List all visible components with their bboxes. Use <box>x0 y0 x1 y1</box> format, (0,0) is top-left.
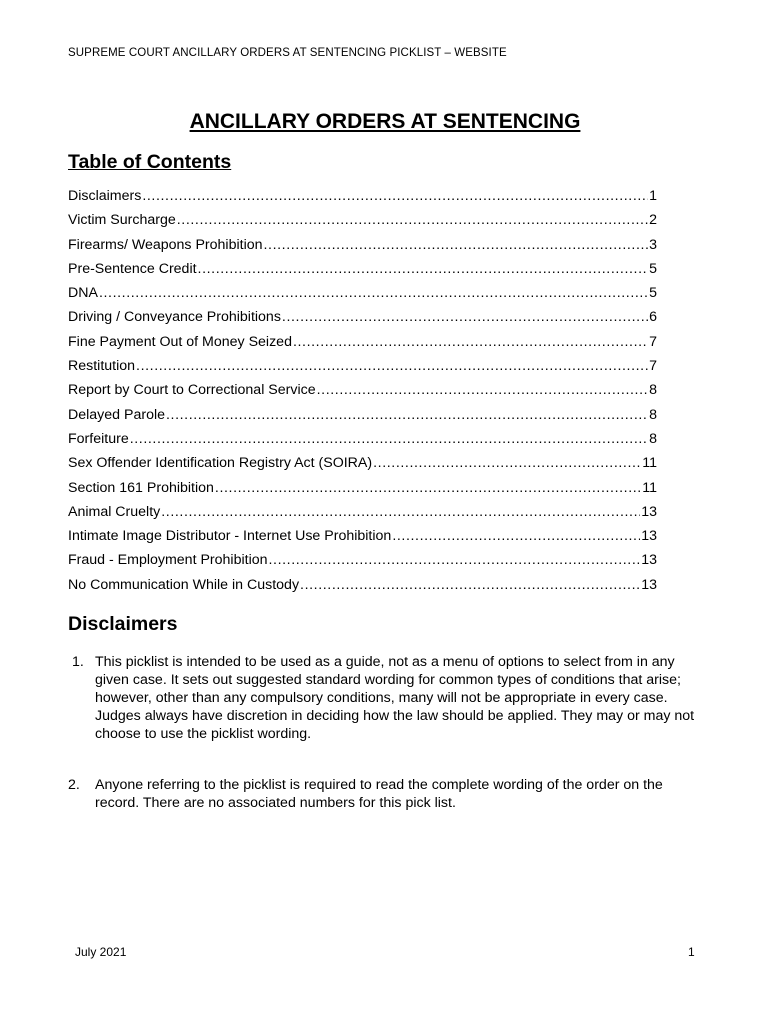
toc-entry-fraud-employment-prohibition[interactable] <box>68 552 657 576</box>
toc-entry-page: 6 <box>649 309 657 326</box>
toc-entry-title: Report by Court to Correctional Service <box>68 382 316 399</box>
toc-entry-title: Disclaimers <box>68 188 142 204</box>
toc-entry-title: DNA <box>68 285 98 302</box>
disclaimer-item-2 <box>68 776 708 812</box>
footer-date: July 2021 <box>75 945 127 959</box>
toc-dot-leader <box>130 431 648 447</box>
toc-entry-section-161-prohibition[interactable] <box>68 480 657 504</box>
toc-entry-page: 7 <box>649 358 657 375</box>
toc-entry-page: 13 <box>641 528 657 545</box>
toc-entry-title: Restitution <box>68 358 136 375</box>
toc-entry-page: 8 <box>649 382 657 399</box>
toc-entry-page: 11 <box>642 479 657 496</box>
toc-entry-dna[interactable] <box>68 285 657 309</box>
toc-entry-no-communication-custody[interactable] <box>68 577 657 601</box>
toc-entry-page: 1 <box>649 188 657 204</box>
toc-entry-title: Firearms/ Weapons Prohibition <box>68 236 263 253</box>
toc-dot-leader <box>166 407 648 423</box>
page-header: SUPREME COURT ANCILLARY ORDERS AT SENTENCING PICKLIST – WEBSITE <box>68 47 507 59</box>
toc-entry-page: 13 <box>641 576 657 593</box>
toc-dot-leader <box>269 552 641 568</box>
toc-heading: Table of Contents <box>68 151 232 173</box>
disclaimer-text: Anyone referring to the picklist is required to read the complete wording of the order on the record. There are no associated numbers for this pick list. <box>95 777 663 811</box>
toc-dot-leader <box>142 188 648 204</box>
toc-entry-page: 11 <box>642 455 657 472</box>
toc-entry-page: 13 <box>641 552 657 569</box>
disclaimer-number: 2. <box>68 777 80 793</box>
toc-entry-title: Pre-Sentence Credit <box>68 260 197 277</box>
toc-entry-firearms-weapons-prohibition[interactable] <box>68 237 657 261</box>
toc-dot-leader <box>161 504 640 520</box>
toc-entry-soira[interactable] <box>68 455 657 479</box>
toc-dot-leader <box>264 237 649 253</box>
toc-dot-leader <box>136 358 648 374</box>
toc-entry-pre-sentence-credit[interactable] <box>68 261 657 285</box>
toc-dot-leader <box>392 528 640 544</box>
toc-entry-report-correctional-service[interactable] <box>68 382 657 406</box>
disclaimer-text: This picklist is intended to be used as a guide, not as a menu of options to select from in any given case. It sets out suggested standard wording for common types of conditions that arise; however, other than any compulsory conditions, many will not be appropriate in every case. Judges always have discretion in deciding how the law should be applied. They may or may not choose to use the picklist wording. <box>95 654 695 742</box>
toc-entry-page: 8 <box>649 406 657 423</box>
toc-dot-leader <box>215 480 641 496</box>
toc-entry-fine-payment[interactable] <box>68 334 657 358</box>
toc-entry-title: No Communication While in Custody <box>68 576 300 593</box>
toc-entry-forfeiture[interactable] <box>68 431 657 455</box>
toc-dot-leader <box>198 261 649 277</box>
toc-entry-page: 5 <box>649 260 657 277</box>
toc-entry-title: Section 161 Prohibition <box>68 479 214 496</box>
toc-entry-driving-conveyance-prohibitions[interactable] <box>68 309 657 333</box>
toc-entry-title: Fraud - Employment Prohibition <box>68 552 268 569</box>
toc-entry-page: 8 <box>649 430 657 447</box>
toc-entry-intimate-image-distributor[interactable] <box>68 528 657 552</box>
toc-entry-title: Animal Cruelty <box>68 503 161 520</box>
toc-entry-title: Driving / Conveyance Prohibitions <box>68 309 281 326</box>
toc-entry-page: 7 <box>649 333 657 350</box>
toc-entry-victim-surcharge[interactable] <box>68 212 657 236</box>
disclaimer-number: 1. <box>72 654 84 670</box>
toc-dot-leader <box>177 212 648 228</box>
footer-page-number: 1 <box>688 945 695 959</box>
document-title: ANCILLARY ORDERS AT SENTENCING <box>189 110 581 133</box>
toc-dot-leader <box>317 382 649 398</box>
disclaimers-heading: Disclaimers <box>68 613 178 635</box>
toc-entry-page: 2 <box>649 212 657 229</box>
toc-entry-title: Delayed Parole <box>68 406 166 423</box>
toc-dot-leader <box>300 577 640 593</box>
toc-entry-page: 13 <box>641 503 657 520</box>
toc-dot-leader <box>373 455 641 471</box>
toc-entry-restitution[interactable] <box>68 358 657 382</box>
toc-dot-leader <box>99 285 648 301</box>
table-of-contents <box>68 188 657 601</box>
toc-entry-title: Forfeiture <box>68 430 129 447</box>
toc-entry-title: Victim Surcharge <box>68 212 176 229</box>
toc-entry-page: 3 <box>649 236 657 253</box>
toc-entry-title: Fine Payment Out of Money Seized <box>68 333 292 350</box>
toc-entry-delayed-parole[interactable] <box>68 407 657 431</box>
toc-entry-page: 5 <box>649 285 657 302</box>
toc-entry-animal-cruelty[interactable] <box>68 504 657 528</box>
toc-dot-leader <box>293 334 648 350</box>
disclaimer-item-1 <box>68 653 708 743</box>
toc-entry-title: Sex Offender Identification Registry Act (SOIRA) <box>68 455 373 472</box>
toc-dot-leader <box>282 309 648 325</box>
toc-entry-disclaimers[interactable] <box>68 188 657 212</box>
toc-entry-title: Intimate Image Distributor - Internet Use Prohibition <box>68 528 392 545</box>
